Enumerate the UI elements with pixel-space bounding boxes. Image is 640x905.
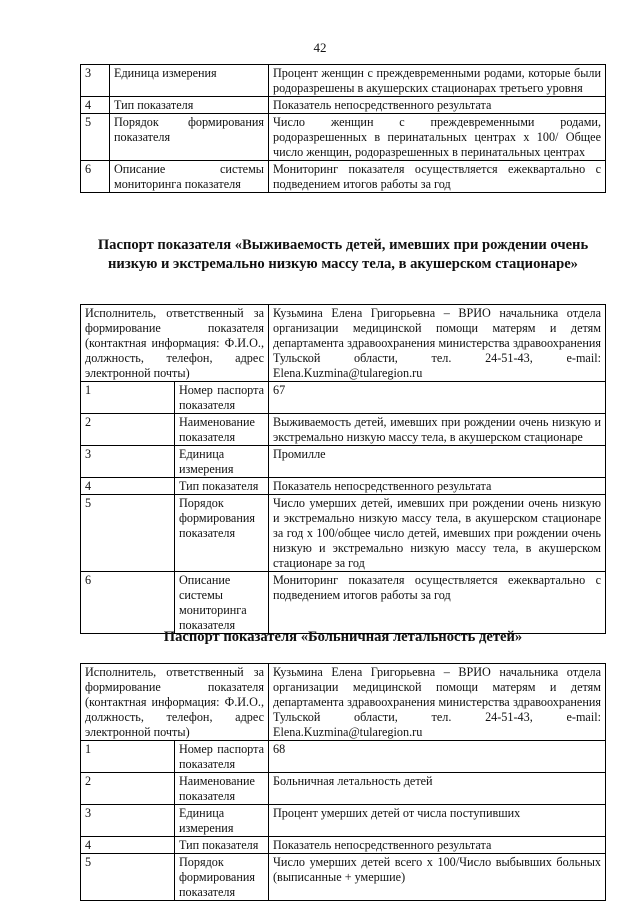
row-number: 5 xyxy=(81,854,175,901)
row-label: Порядок формирования показателя xyxy=(175,495,269,572)
table-row xyxy=(81,446,606,478)
row-value: Показатель непосредственного результата xyxy=(269,478,606,495)
row-value: Показатель непосредственного результата xyxy=(269,97,606,114)
row-value: Число умерших детей всего х 100/Число выбывших больных (выписанные + умершие) xyxy=(269,854,606,901)
row-value: Больничная летальность детей xyxy=(269,773,606,805)
table-row xyxy=(81,837,606,854)
row-number: 2 xyxy=(81,773,175,805)
row-value: 67 xyxy=(269,382,606,414)
row-number: 3 xyxy=(81,65,110,97)
row-value: 68 xyxy=(269,741,606,773)
table-row xyxy=(81,741,606,773)
row-number: 4 xyxy=(81,97,110,114)
executor-label: Исполнитель, ответственный за формирование показателя (контактная информация: Ф.И.О., должность, телефон, адрес электронной почты) xyxy=(81,305,269,382)
row-label: Описание системы мониторинга показателя xyxy=(175,572,269,634)
row-value: Число женщин с преждевременными родами, родоразрешенных в перинатальных центрах х 100/ Общее число женщин, родоразрешенных в перинатальных центрах xyxy=(269,114,606,161)
row-number: 1 xyxy=(81,741,175,773)
passport-table-68 xyxy=(80,663,606,901)
table-row xyxy=(81,495,606,572)
row-number: 6 xyxy=(81,572,175,634)
row-label: Описание системы мониторинга показателя xyxy=(110,161,269,193)
table-row xyxy=(81,114,606,161)
table-row xyxy=(81,414,606,446)
row-value: Процент женщин с преждевременными родами, которые были родоразрешены в акушерских стационарах третьего уровня xyxy=(269,65,606,97)
section-title: Паспорт показателя «Выживаемость детей, имевших при рождении очень низкую и экстремально низкую массу тела, в акушерском стационаре» xyxy=(97,237,589,272)
row-label: Наименование показателя xyxy=(175,773,269,805)
row-number: 4 xyxy=(81,837,175,854)
row-label: Тип показателя xyxy=(175,478,269,495)
row-label: Порядок формирования показателя xyxy=(175,854,269,901)
row-number: 1 xyxy=(81,382,175,414)
row-number: 3 xyxy=(81,805,175,837)
section-title: Паспорт показателя «Больничная летальность детей» xyxy=(163,629,523,645)
page-number: 42 xyxy=(313,40,327,55)
row-number: 2 xyxy=(81,414,175,446)
executor-value: Кузьмина Елена Григорьевна – ВРИО начальника отдела организации медицинской помощи матерям и детям департамента здравоохранения министерства здравоохранения Тульской области, тел. 24-51-43, e-mail: Elena.Kuzmina@tularegion.ru xyxy=(269,305,606,382)
executor-value: Кузьмина Елена Григорьевна – ВРИО начальника отдела организации медицинской помощи матерям и детям департамента здравоохранения министерства здравоохранения Тульской области, тел. 24-51-43, e-mail: Elena.Kuzmina@tularegion.ru xyxy=(269,664,606,741)
table-row xyxy=(81,773,606,805)
table-row xyxy=(81,854,606,901)
row-value: Число умерших детей, имевших при рождении очень низкую и экстремально низкую массу тела, в акушерском стационаре за год х 100/общее число детей, имевших при рождении очень низкую и экстремально низкую массу тела, в акушерском стационаре за год xyxy=(269,495,606,572)
row-label: Единица измерения xyxy=(110,65,269,97)
row-label: Единица измерения xyxy=(175,805,269,837)
row-label: Тип показателя xyxy=(175,837,269,854)
table-row xyxy=(81,478,606,495)
table-row xyxy=(81,65,606,97)
row-label: Единица измерения xyxy=(175,446,269,478)
executor-row xyxy=(81,305,606,382)
table-row xyxy=(81,161,606,193)
table-row xyxy=(81,805,606,837)
row-value: Процент умерших детей от числа поступивших xyxy=(269,805,606,837)
row-number: 5 xyxy=(81,114,110,161)
executor-row xyxy=(81,664,606,741)
row-number: 3 xyxy=(81,446,175,478)
row-value: Промилле xyxy=(269,446,606,478)
passport-table-67 xyxy=(80,304,606,634)
table-row xyxy=(81,97,606,114)
row-label: Номер паспорта показателя xyxy=(175,741,269,773)
row-value: Мониторинг показателя осуществляется ежеквартально с подведением итогов работы за год xyxy=(269,572,606,634)
row-label: Номер паспорта показателя xyxy=(175,382,269,414)
row-value: Выживаемость детей, имевших при рождении очень низкую и экстремально низкую массу тела, в акушерском стационаре xyxy=(269,414,606,446)
row-value: Мониторинг показателя осуществляется ежеквартально с подведением итогов работы за год xyxy=(269,161,606,193)
row-label: Тип показателя xyxy=(110,97,269,114)
row-value: Показатель непосредственного результата xyxy=(269,837,606,854)
row-label: Наименование показателя xyxy=(175,414,269,446)
row-number: 6 xyxy=(81,161,110,193)
row-number: 4 xyxy=(81,478,175,495)
table-row xyxy=(81,382,606,414)
table-row xyxy=(81,572,606,634)
row-label: Порядок формирования показателя xyxy=(110,114,269,161)
passport-table-continued xyxy=(80,64,606,193)
row-number: 5 xyxy=(81,495,175,572)
executor-label: Исполнитель, ответственный за формирование показателя (контактная информация: Ф.И.О., должность, телефон, адрес электронной почты) xyxy=(81,664,269,741)
